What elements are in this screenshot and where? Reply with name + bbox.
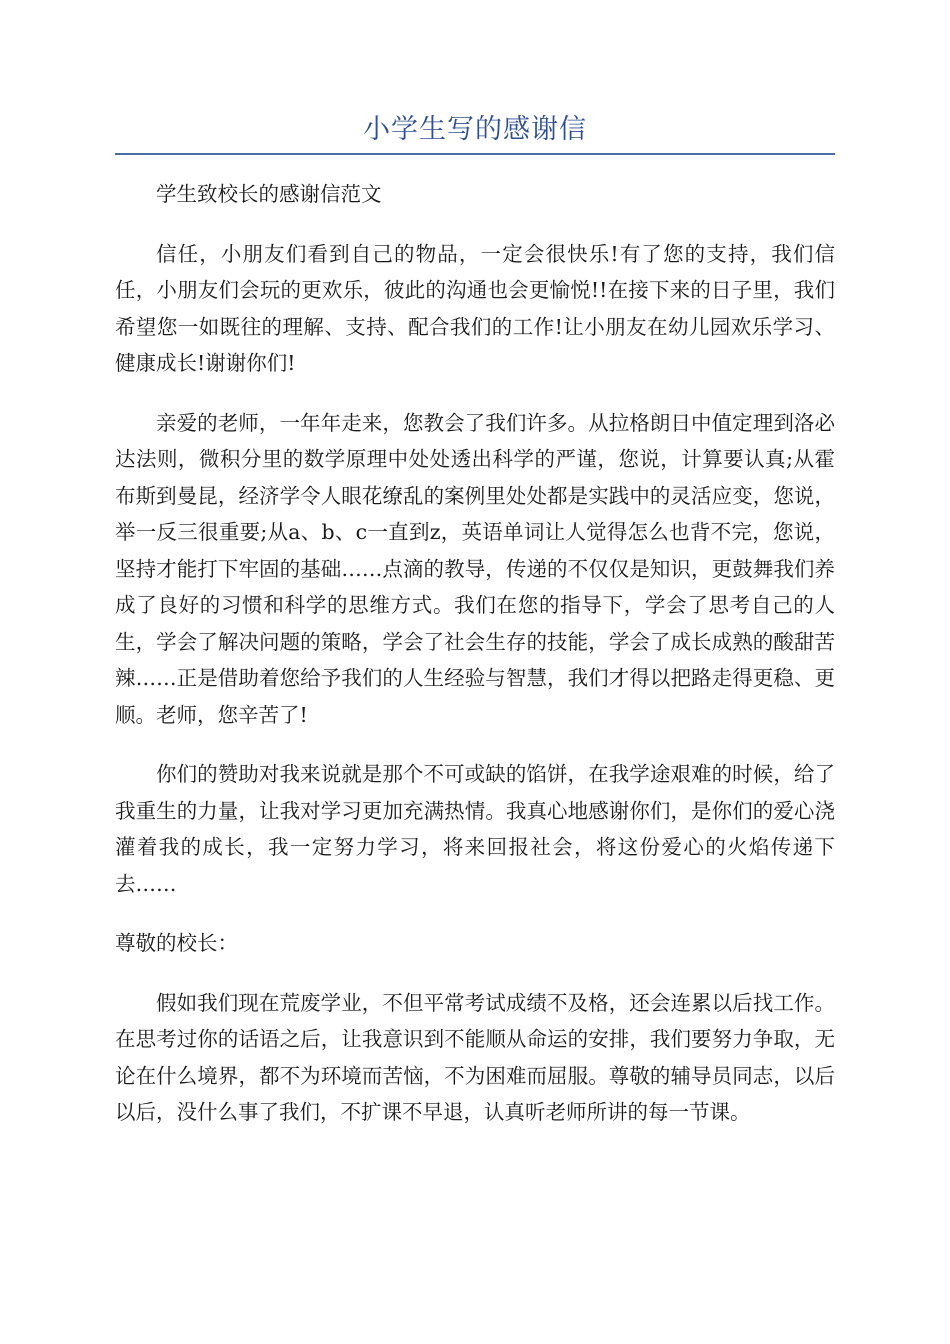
paragraph-kindergarten-thanks: 信任，小朋友们看到自己的物品，一定会很快乐!有了您的支持，我们信任，小朋友们会玩的更欢乐，彼此的沟通也会更愉悦!!在接下来的日子里，我们希望您一如既往的理解、支持、配合我们的工作!让小朋友在幼儿园欢乐学习、健康成长!谢谢你们! bbox=[115, 241, 835, 375]
paragraph-sponsor-thanks: 你们的赞助对我来说就是那个不可或缺的馅饼，在我学途艰难的时候，给了我重生的力量，让我对学习更加充满热情。我真心地感谢你们，是你们的爱心浇灌着我的成长，我一定努力学习，将来回报社会，将这份爱心的火焰传递下去…… bbox=[115, 762, 835, 896]
salutation: 尊敬的校长： bbox=[115, 931, 238, 955]
document-body bbox=[115, 176, 835, 1154]
title-underline bbox=[115, 153, 835, 155]
paragraph-subtitle: 学生致校长的感谢信范文 bbox=[156, 182, 382, 206]
paragraph-study-pledge: 假如我们现在荒废学业，不但平常考试成绩不及格，还会连累以后找工作。在思考过你的话语之后，让我意识到不能顺从命运的安排，我们要努力争取，无论在什么境界，都不为环境而苦恼，不为困难而屈服。尊敬的辅导员同志，以后以后，没什么事了我们，不扩课不早退，认真听老师所讲的每一节课。 bbox=[115, 990, 835, 1124]
paragraph-teacher-thanks: 亲爱的老师，一年年走来，您教会了我们许多。从拉格朗日中值定理到洛必达法则，微积分里的数学原理中处处透出科学的严谨，您说，计算要认真;从霍布斯到曼昆，经济学令人眼花缭乱的案例里处处都是实践中的灵活应变，您说，举一反三很重要;从a、b、c一直到z，英语单词让人觉得怎么也背不完，您说，坚持才能打下牢固的基础……点滴的教导，传递的不仅仅是知识，更鼓舞我们养成了良好的习惯和科学的思维方式。我们在您的指导下，学会了思考自己的人生，学会了解决问题的策略，学会了社会生存的技能，学会了成长成熟的酸甜苦辣……正是借助着您给予我们的人生经验与智慧，我们才得以把路走得更稳、更顺。老师，您辛苦了! bbox=[115, 410, 835, 727]
document-title: 小学生写的感谢信 bbox=[363, 114, 587, 145]
